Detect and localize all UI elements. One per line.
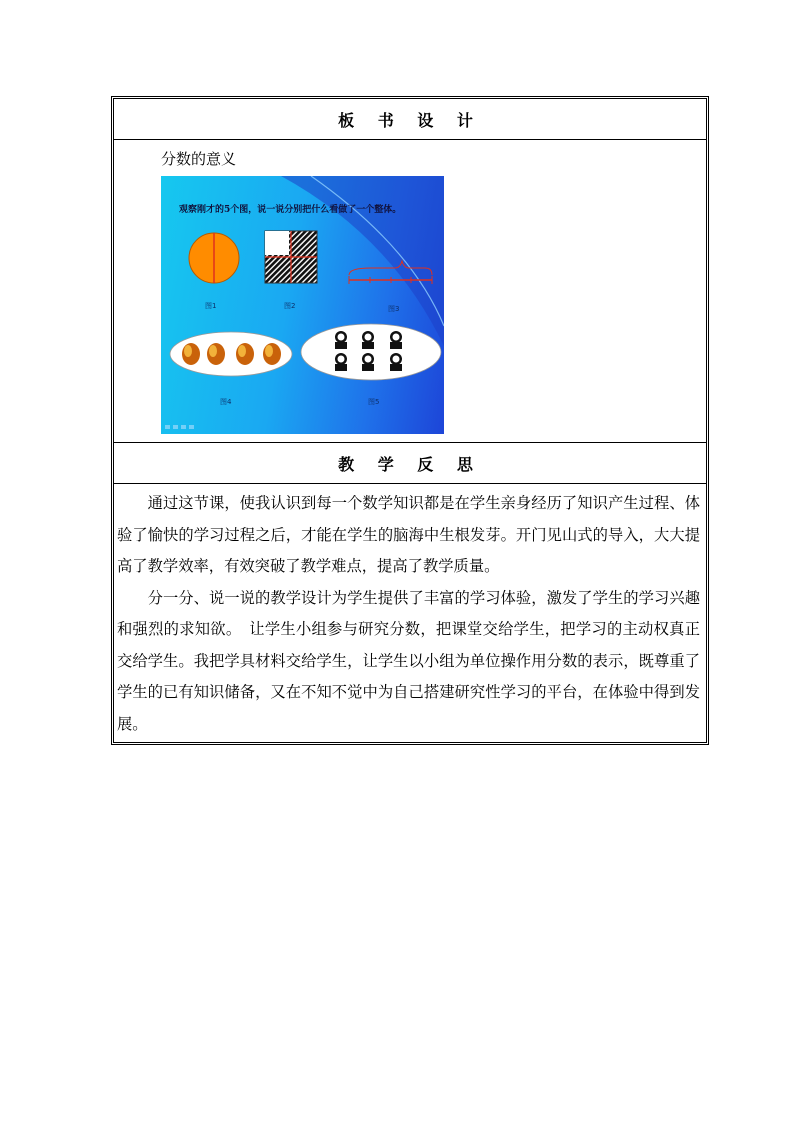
figure-4-peaches — [170, 332, 292, 376]
board-design-heading: 板 书 设 计 — [114, 99, 706, 140]
figure-label: 图1 — [205, 302, 217, 310]
figure-1-circle — [189, 233, 239, 283]
board-subtitle: 分数的意义 — [161, 150, 237, 168]
figure-2-square — [265, 231, 317, 283]
reflection-paragraph: 分一分、说一说的教学设计为学生提供了丰富的学习体验，激发了学生的学习兴趣和强烈的求知欲。 让学生小组参与研究分数，把课堂交给学生，把学习的主动权真正交给学生。我把学具材料交给学生，让学生以小组为单位操作用分数的表示，既尊重了学生的已有知识储备，又在不知不觉中为自己搭建研究性学习的平台，在体验中得到发展。 — [117, 588, 700, 733]
slide-title: 观察刚才的5个图，说一说分别把什么看做了一个整体。 — [179, 205, 402, 215]
teaching-reflection-heading: 教 学 反 思 — [114, 443, 706, 484]
figure-label: 图3 — [388, 305, 400, 313]
board-design-section — [114, 140, 706, 443]
lesson-table — [111, 96, 709, 745]
lesson-slide-image — [161, 176, 444, 434]
figure-label: 图2 — [284, 302, 296, 310]
figure-label: 图5 — [368, 398, 380, 406]
figure-5-pandas — [301, 324, 441, 380]
reflection-paragraph: 通过这节课，使我认识到每一个数学知识都是在学生亲身经历了知识产生过程、体验了愉快的学习过程之后，才能在学生的脑海中生根发芽。开门见山式的导入，大大提高了教学效率，有效突破了教学难点，提高了教学质量。 — [117, 494, 700, 575]
teaching-reflection-section — [114, 484, 706, 742]
figure-label: 图4 — [220, 398, 232, 406]
